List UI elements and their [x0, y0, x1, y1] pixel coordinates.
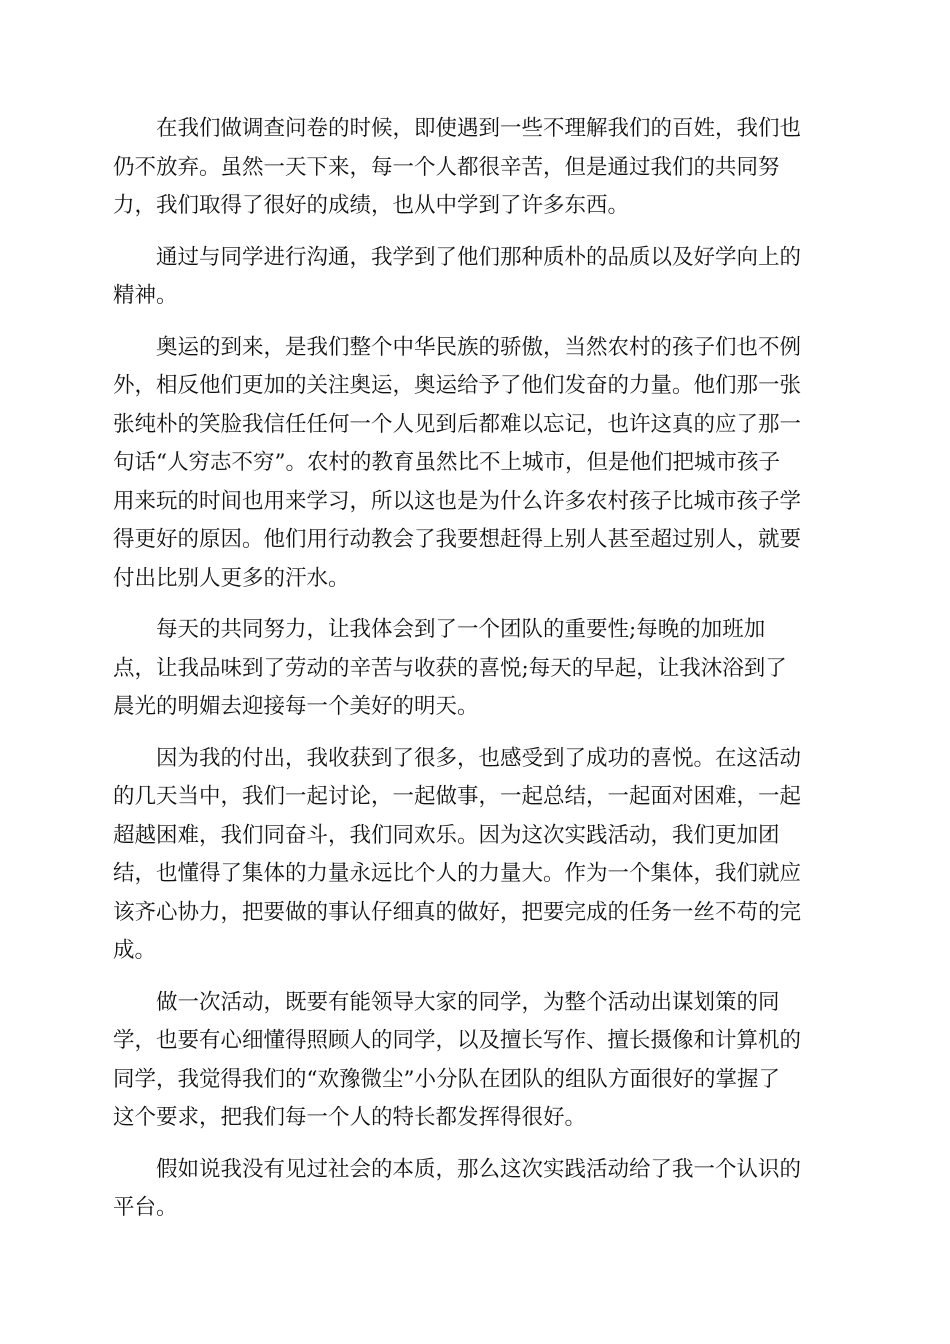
paragraph-activity-roles: 做一次活动，既要有能领导大家的同学，为整个活动出谋划策的同 学，也要有心细懂得照顾人的同学，以及擅长写作、擅长摄像和计算机的 同学，我觉得我们的“欢豫微尘”小分队在团队的组队方面很好的掌握了 这个要求，把我们每一个人的特长都发挥得很好。: [113, 989, 802, 1130]
paragraph-gains: 因为我的付出，我收获到了很多，也感受到了成功的喜悦。在这活动 的几天当中，我们一起讨论，一起做事，一起总结，一起面对困难，一起 超越困难，我们同奋斗，我们同欢乐。因为这次实践活动，我们更加团 结，也懂得了集体的力量永远比个人的力量大。作为一个集体，我们就应 该齐心协力，把要做的事认仔细真的做好，把要完成的任务一丝不苟的完 成。: [113, 745, 802, 963]
paragraph-conclusion: 假如说我没有见过社会的本质，那么这次实践活动给了我一个认识的 平台。: [113, 1156, 802, 1220]
paragraph-communication: 通过与同学进行沟通，我学到了他们那种质朴的品质以及好学向上的 精神。: [113, 244, 802, 308]
paragraph-teamwork: 每天的共同努力，让我体会到了一个团队的重要性;每晚的加班加 点，让我品味到了劳动的辛苦与收获的喜悦;每天的早起，让我沐浴到了 晨光的明媚去迎接每一个美好的明天。: [113, 617, 787, 719]
paragraph-olympics: 奥运的到来，是我们整个中华民族的骄傲，当然农村的孩子们也不例 外，相反他们更加的关注奥运，奥运给予了他们发奋的力量。他们那一张 张纯朴的笑脸我信任任何一个人见到后都难以忘记，也许这真的应了那一 句话“人穷志不穷”。农村的教育虽然比不上城市，但是他们把城市孩子 用来玩的时间也用来学习，所以这也是为什么许多农村孩子比城市孩子学 得更好的原因。他们用行动教会了我要想赶得上别人甚至超过别人，就要 付出比别人更多的汗水。: [113, 334, 802, 591]
document-body: [113, 110, 838, 1241]
paragraph-survey: 在我们做调查问卷的时候，即使遇到一些不理解我们的百姓，我们也 仍不放弃。虽然一天下来，每一个人都很辛苦，但是通过我们的共同努 力，我们取得了很好的成绩，也从中学到了许多东西。: [113, 116, 802, 218]
